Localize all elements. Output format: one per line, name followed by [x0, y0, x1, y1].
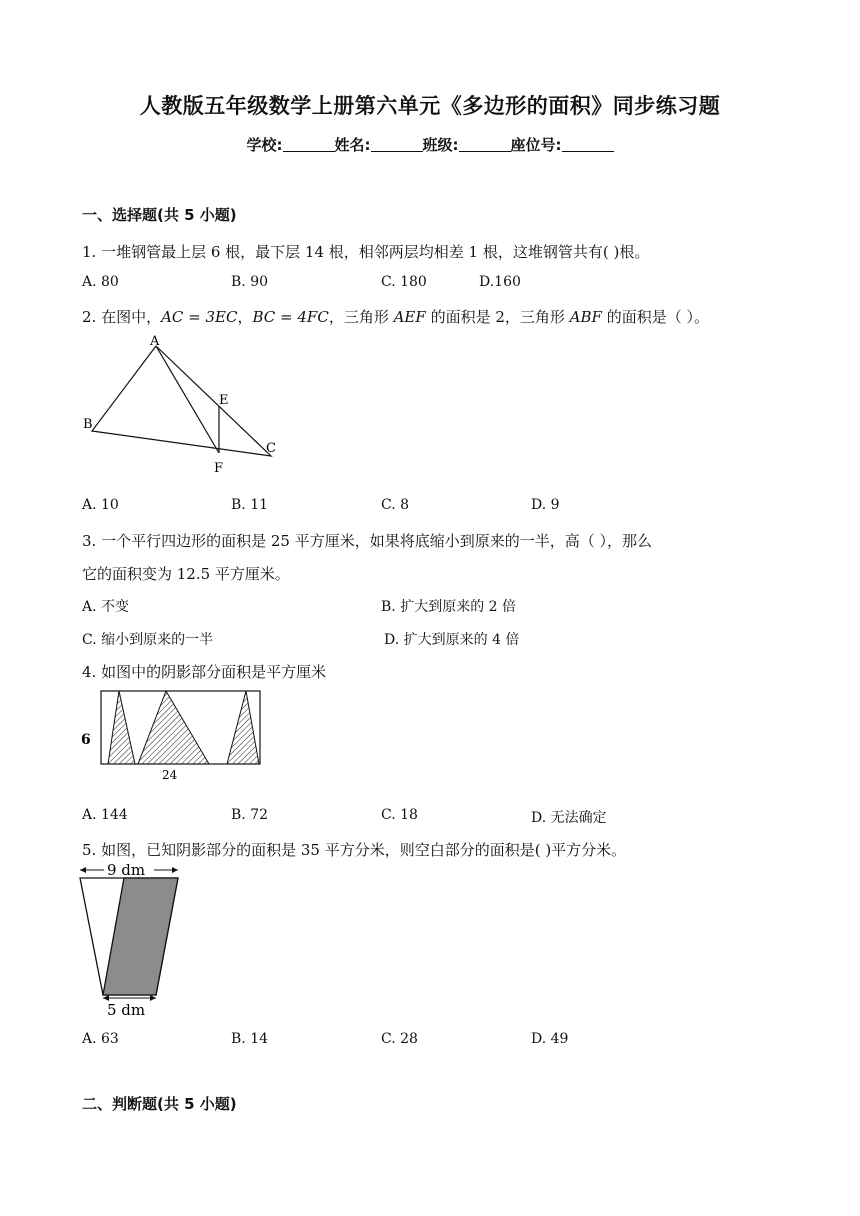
page-title: 人教版五年级数学上册第六单元《多边形的面积》同步练习题 [139, 94, 721, 118]
student-info-line [0, 134, 860, 155]
q2-option-b: B. 11 [231, 497, 269, 513]
q3-option-c: C. 缩小到原来的一半 [82, 632, 214, 648]
q4-option-b: B. 72 [231, 807, 269, 823]
q1-option-c: C. 180 [381, 274, 427, 290]
seat-blank[interactable] [562, 137, 614, 152]
q4-height-label: 6 [81, 732, 91, 748]
q2-option-c: C. 8 [381, 497, 410, 513]
q5-option-d: D. 49 [531, 1031, 569, 1047]
q1-option-b: B. 90 [231, 274, 269, 290]
q4-rectangle-figure [78, 686, 268, 786]
q1-option-d: D.160 [479, 274, 521, 290]
q4-shaded-triangle-2 [138, 691, 209, 764]
q2-mid: ，三角形 [328, 308, 394, 326]
q5-option-c: C. 28 [381, 1031, 418, 1047]
q5-top-arrow-right [172, 867, 178, 873]
q2-segment-af [156, 346, 219, 453]
q2-label-e: E [219, 393, 229, 408]
q3-option-d: D. 扩大到原来的 4 倍 [384, 632, 520, 648]
q2-eq2: BC = 4FC [252, 308, 329, 326]
q2-triangle-aef: AEF [393, 308, 426, 326]
q2-mid2: 的面积是 2，三角形 [425, 308, 570, 326]
q5-trapezoid-figure [76, 858, 186, 1020]
q5-top-label: 9 dm [107, 861, 146, 879]
section-choice-heading: 一、选择题(共 5 小题) [82, 206, 237, 224]
question-1-text: 1. 一堆钢管最上层 6 根，最下层 14 根，相邻两层均相差 1 根，这堆钢管共有( )根。 [82, 243, 650, 261]
q2-post: 的面积是（ ）。 [601, 308, 709, 326]
question-3-line-1: 3. 一个平行四边形的面积是 25 平方厘米，如果将底缩小到原来的一半，高（ ），那么 [82, 532, 652, 550]
q2-label-f: F [214, 461, 224, 476]
name-label: 姓名: [334, 136, 371, 154]
q2-triangle-figure [78, 332, 288, 480]
question-5-text: 5. 如图，已知阴影部分的面积是 35 平方分米，则空白部分的面积是( )平方分米。 [82, 841, 627, 859]
q5-bottom-arrow-right [150, 995, 156, 1001]
class-blank[interactable] [459, 137, 511, 152]
seat-label: 座位号: [510, 136, 562, 154]
q2-pre: 2. 在图中， [82, 308, 162, 326]
q4-option-a: A. 144 [82, 807, 128, 823]
q4-option-c: C. 18 [381, 807, 418, 823]
q2-sep: ， [237, 308, 253, 326]
question-3-line-2: 它的面积变为 12.5 平方厘米。 [82, 565, 290, 583]
q3-option-b: B. 扩大到原来的 2 倍 [381, 599, 516, 615]
question-4-text: 4. 如图中的阴影部分面积是平方厘米 [82, 663, 327, 681]
q2-label-a: A [150, 334, 160, 349]
question-2-text [82, 306, 709, 327]
school-blank[interactable] [283, 137, 335, 152]
q4-width-label: 24 [162, 768, 178, 782]
q5-shaded-parallelogram [103, 878, 178, 995]
q5-bottom-label: 5 dm [107, 1001, 146, 1019]
q2-label-c: C [266, 441, 276, 456]
q3-option-a: A. 不变 [82, 599, 130, 615]
q4-shaded-triangle-3 [227, 691, 259, 764]
q2-option-a: A. 10 [82, 497, 119, 513]
school-label: 学校: [246, 136, 283, 154]
q5-top-arrow-left [80, 867, 86, 873]
q1-option-a: A. 80 [82, 274, 119, 290]
q2-eq1: AC = 3EC [161, 308, 238, 326]
q2-option-d: D. 9 [531, 497, 560, 513]
q4-option-d: D. 无法确定 [531, 810, 607, 826]
q2-triangle-abf: ABF [569, 308, 602, 326]
q2-outer-triangle [92, 346, 271, 456]
class-label: 班级: [422, 136, 459, 154]
q5-option-a: A. 63 [82, 1031, 119, 1047]
q5-option-b: B. 14 [231, 1031, 269, 1047]
q4-shaded-triangle-1 [108, 691, 135, 764]
q2-label-b: B [83, 417, 93, 432]
name-blank[interactable] [371, 137, 423, 152]
section-judgement-heading: 二、判断题(共 5 小题) [82, 1095, 237, 1113]
